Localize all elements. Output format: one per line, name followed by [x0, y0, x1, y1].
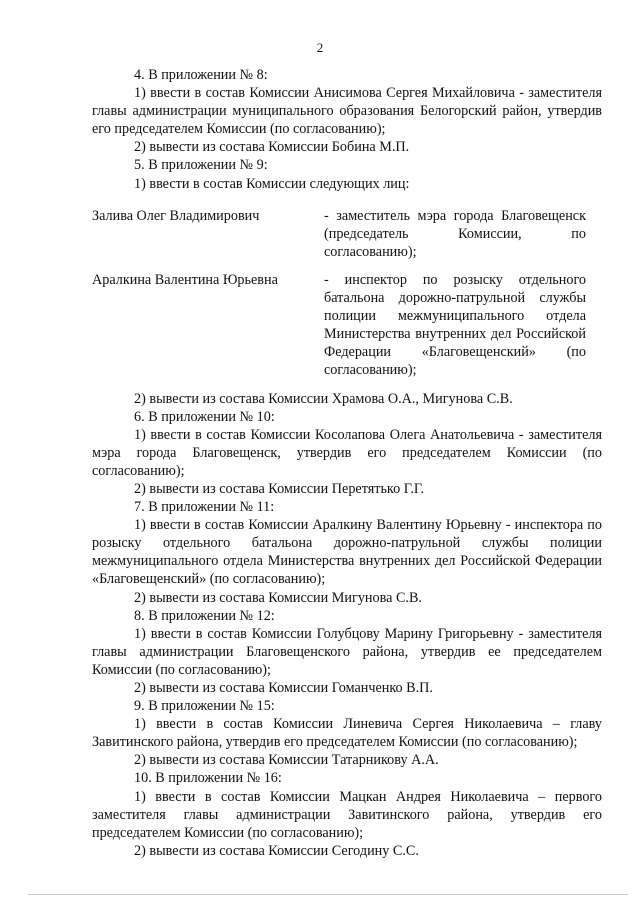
section-7-item-1: 1) ввести в состав Комиссии Аралкину Валентину Юрьевну - инспектора по розыску отдельного батальона дорожно-патрульной службы полиции межмуниципального отдела Министерства внутренних дел Российской Федерации «Благовещенский» (по согласованию);: [92, 517, 602, 588]
scan-edge-line: [28, 894, 628, 895]
section-7-heading: 7. В приложении № 11:: [134, 499, 275, 516]
member-description: - заместитель мэра города Благовещенск (председатель Комиссии, по согласованию);: [324, 207, 586, 260]
section-6-item-2: 2) вывести из состава Комиссии Перетятько Г.Г.: [134, 480, 425, 497]
member-name: Аралкина Валентина Юрьевна: [92, 271, 278, 288]
section-4-heading: 4. В приложении № 8:: [134, 67, 268, 83]
section-9-item-1: 1) ввести в состав Комиссии Линевича Сергея Николаевича – главу Завитинского района, утвердив его председателем Комиссии (по согласованию);: [92, 716, 602, 751]
member-row: [92, 207, 602, 261]
section-10-heading: 10. В приложении № 16:: [134, 770, 282, 787]
section-4-item-2: 2) вывести из состава Комиссии Бобина М.П.: [134, 139, 410, 156]
section-5-item-2: 2) вывести из состава Комиссии Храмова О.А., Мигунова С.В.: [134, 390, 513, 407]
section-8-heading: 8. В приложении № 12:: [134, 607, 275, 624]
section-5-item-1: 1) ввести в состав Комиссии следующих лиц:: [134, 175, 410, 192]
section-8-item-1: 1) ввести в состав Комиссии Голубцову Марину Григорьевну - заместителя главы администрации Благовещенского района, утвердив ее председателем Комиссии (по согласованию);: [92, 625, 602, 678]
section-7-item-2: 2) вывести из состава Комиссии Мигунова С.В.: [134, 589, 422, 606]
member-description: - инспектор по розыску отдельного батальона дорожно-патрульной службы полиции межмуниципального отдела Министерства внутренних дел Российской Федерации «Благовещенский» (по согласованию);: [324, 271, 586, 379]
section-10-item-2: 2) вывести из состава Комиссии Сегодину С.С.: [134, 842, 419, 859]
page-number: 2: [316, 40, 324, 55]
section-10-item-1: 1) ввести в состав Комиссии Мацкан Андрея Николаевича – первого заместителя главы администрации Завитинского района, утвердив его председателем Комиссии (по согласованию);: [92, 788, 602, 841]
member-name: Залива Олег Владимирович: [92, 207, 260, 224]
section-4-item-1: 1) ввести в состав Комиссии Анисимова Сергея Михайловича - заместителя главы администрации муниципального образования Белогорский район, утвердив его председателем Комиссии (по согласованию);: [92, 85, 602, 138]
member-row: [92, 271, 602, 380]
section-6-heading: 6. В приложении № 10:: [134, 408, 275, 425]
section-5-heading: 5. В приложении № 9:: [134, 157, 268, 174]
section-8-item-2: 2) вывести из состава Комиссии Гоманченко В.П.: [134, 680, 433, 696]
section-9-heading: 9. В приложении № 15:: [134, 698, 275, 715]
document-body: [92, 66, 602, 860]
section-9-item-2: 2) вывести из состава Комиссии Татарникову А.А.: [134, 752, 439, 769]
member-list: [92, 207, 602, 380]
section-6-item-1: 1) ввести в состав Комиссии Косолапова Олега Анатольевича - заместителя мэра города Благовещенск, утвердив его председателем Комиссии (по согласованию);: [92, 426, 602, 479]
